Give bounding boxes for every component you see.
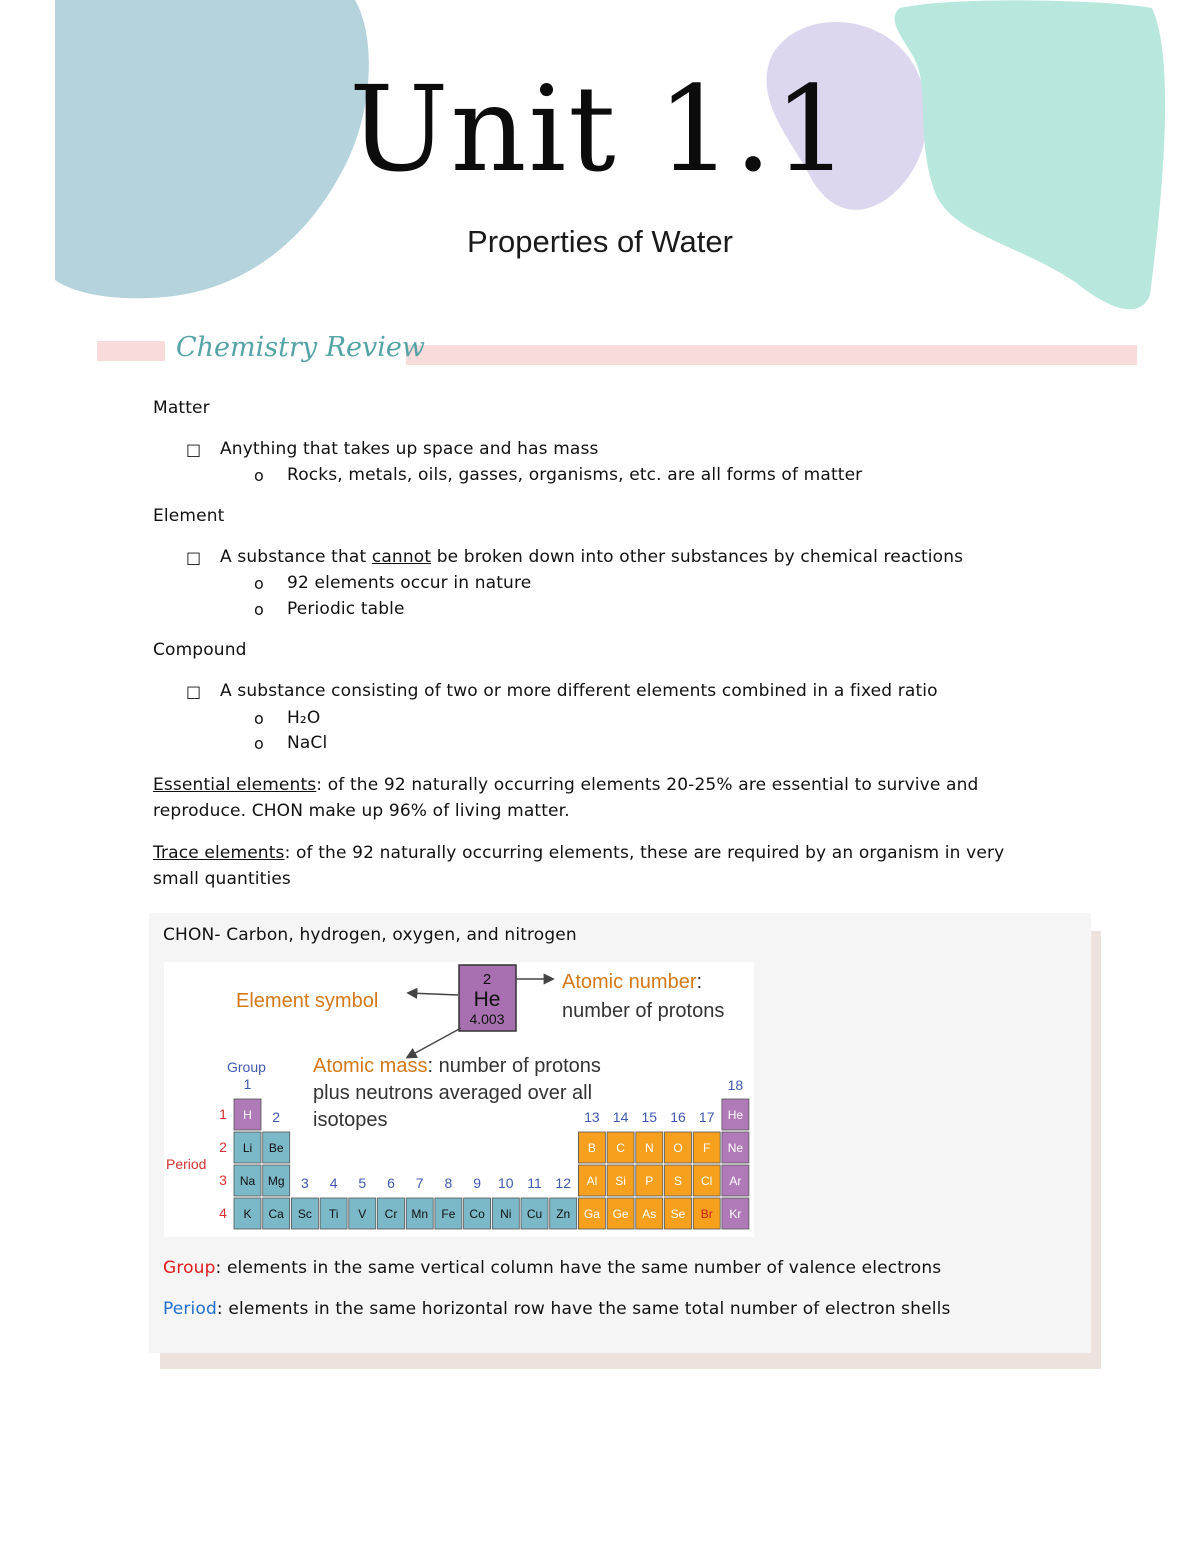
element-symbol-mn: Mn [411,1207,429,1221]
group-number-9: 9 [473,1175,481,1191]
element-symbol-li: Li [242,1141,253,1155]
trace-paragraph [153,840,1053,892]
group-number-6: 6 [387,1175,395,1191]
group-number-5: 5 [358,1175,367,1191]
element-symbol-be: Be [268,1141,284,1155]
label-atomic-number-desc: number of protons [562,1000,725,1022]
essential-text-line1: : of the 92 naturally occurring elements 20-25% are essential to survive and [316,775,979,795]
label-atomic-number [562,971,702,993]
element-symbol-k: K [243,1207,252,1221]
period-number-4: 4 [219,1205,227,1221]
label-atomic-mass-desc1: : number of protons [427,1055,601,1077]
key-symbol: He [473,988,501,1011]
element-symbol-v: V [358,1207,367,1221]
label-element-symbol: Element symbol [236,990,379,1012]
element-symbol-f: F [703,1141,711,1155]
group-number-7: 7 [415,1175,424,1191]
element-symbol-he: He [727,1108,744,1122]
period-number-1: 1 [219,1106,227,1122]
matter-definition: Anything that takes up space and has mass [220,439,599,459]
term-compound: Compound [153,640,247,660]
group-number-12: 12 [555,1175,571,1191]
group-number-13: 13 [584,1109,600,1125]
label-group: Group [227,1059,266,1075]
periodic-table-figure [164,962,754,1237]
element-symbol-ga: Ga [583,1207,600,1221]
bullet-circle: o [254,466,264,485]
group-number-2: 2 [272,1109,281,1125]
label-period: Period [166,1156,207,1172]
compound-definition: A substance consisting of two or more different elements combined in a fixed ratio [220,681,938,701]
element-symbol-co: Co [469,1207,485,1221]
element-symbol-b: B [587,1141,596,1155]
term-matter: Matter [153,398,210,418]
element-symbol-na: Na [239,1174,256,1188]
label-atomic-mass-desc3: isotopes [313,1109,388,1131]
group-number-15: 15 [641,1109,658,1125]
trace-label: Trace elements [153,843,285,863]
element-example: 92 elements occur in nature [287,573,532,593]
compound-example: NaCl [287,733,328,753]
element-symbol-ar: Ar [729,1174,742,1188]
period-label: Period [163,1299,217,1319]
bullet-square: □ [186,682,202,701]
group-definition [163,1256,941,1281]
trace-text-line2: small quantities [153,869,291,889]
element-symbol-c: C [616,1141,625,1155]
section-heading: Chemistry Review [176,332,425,363]
element-symbol-al: Al [586,1174,598,1188]
group-text: : elements in the same vertical column have the same number of valence electrons [215,1258,942,1278]
element-def-pre: A substance that [220,547,372,567]
element-symbol-n: N [644,1141,654,1155]
compound-example: H₂O [287,708,321,728]
group-number-3: 3 [301,1175,309,1191]
period-text: : elements in the same horizontal row have the same total number of electron shells [216,1299,951,1319]
essential-paragraph [153,772,1053,824]
trace-text-line1: : of the 92 naturally occurring elements, these are required by an organism in very [284,843,1005,863]
group-number-1: 1 [243,1076,252,1092]
page-subtitle: Properties of Water [467,224,733,259]
essential-text-line2: reproduce. CHON make up 96% of living matter. [153,801,570,821]
label-atomic-mass [313,1055,601,1077]
label-atomic-mass-term: Atomic mass [313,1055,428,1077]
bullet-circle: o [254,709,264,728]
element-symbol-ne: Ne [727,1141,744,1155]
group-number-10: 10 [498,1175,514,1191]
element-definition [220,545,963,570]
heading-bar-right [406,345,1137,365]
bullet-circle: o [254,600,264,619]
element-def-emph: cannot [371,547,432,567]
element-symbol-cl: Cl [701,1174,713,1188]
bullet-circle: o [254,574,264,593]
element-symbol-cr: Cr [384,1207,398,1221]
group-label: Group [163,1258,216,1278]
group-number-8: 8 [444,1175,453,1191]
term-element: Element [153,506,225,526]
group-number-14: 14 [612,1109,629,1125]
element-symbol-mg: Mg [267,1174,285,1188]
element-symbol-kr: Kr [729,1207,742,1221]
heading-bar-left [97,341,165,361]
element-symbol-si: Si [615,1174,626,1188]
element-symbol-zn: Zn [556,1207,571,1221]
element-symbol-cu: Cu [526,1207,543,1221]
element-def-post: be broken down into other substances by chemical reactions [431,547,964,567]
callout-heading: CHON- Carbon, hydrogen, oxygen, and nitrogen [163,925,577,945]
element-symbol-p: P [645,1174,654,1188]
group-number-16: 16 [670,1109,686,1125]
period-number-2: 2 [219,1139,227,1155]
period-definition [163,1297,950,1322]
element-symbol-ca: Ca [268,1207,284,1221]
group-number-18: 18 [727,1077,744,1093]
element-symbol-as: As [642,1207,657,1221]
period-number-3: 3 [219,1172,227,1188]
element-symbol-ge: Ge [612,1207,629,1221]
matter-example: Rocks, metals, oils, gasses, organisms, etc. are all forms of matter [287,465,863,485]
essential-label: Essential elements [153,775,317,795]
group-number-17: 17 [698,1109,715,1125]
bullet-circle: o [254,734,264,753]
group-number-4: 4 [329,1175,338,1191]
key-atomic-mass: 4.003 [469,1011,505,1027]
element-symbol-o: O [673,1141,683,1155]
label-atomic-number-colon: : [696,971,703,993]
bullet-square: □ [186,548,202,567]
label-atomic-number-term: Atomic number [562,971,697,993]
element-symbol-s: S [673,1174,683,1188]
element-symbol-sc: Sc [297,1207,312,1221]
label-atomic-mass-desc2: plus neutrons averaged over all [313,1082,593,1104]
bullet-square: □ [186,440,202,459]
group-number-11: 11 [527,1175,542,1191]
key-atomic-number: 2 [482,971,492,988]
element-symbol-se: Se [670,1207,686,1221]
element-symbol-fe: Fe [441,1207,456,1221]
page-title: Unit 1.1 [349,60,851,198]
element-symbol-h: H [243,1108,252,1122]
element-symbol-ni: Ni [500,1207,512,1221]
element-symbol-br: Br [700,1207,713,1221]
element-example: Periodic table [287,599,405,619]
element-symbol-ti: Ti [328,1207,339,1221]
